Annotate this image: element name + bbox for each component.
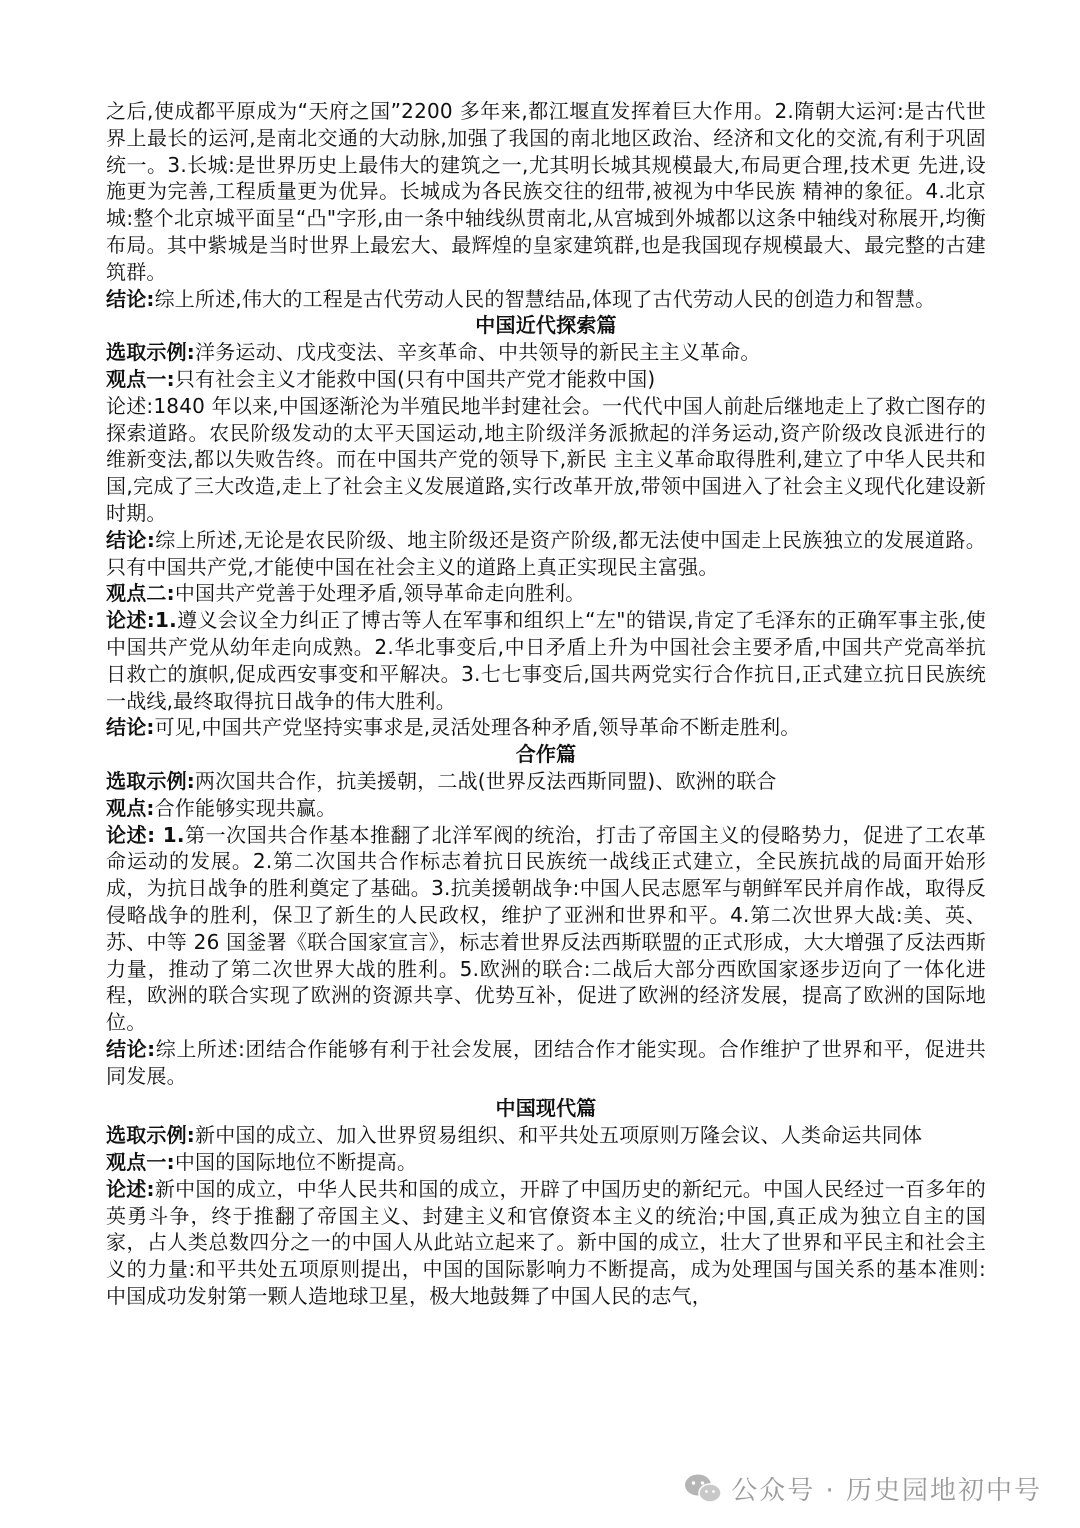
examples-label: 选取示例: xyxy=(106,340,195,365)
examples-text: 两次国共合作，抗美援朝，二战(世界反法西斯同盟)、欧洲的联合 xyxy=(195,768,777,793)
viewpoint-label: 观点一: xyxy=(106,366,175,391)
argument-paragraph: 论述:1840 年以来,中国逐渐沦为半殖民地半封建社会。一代代中国人前赴后继地走上了救亡图存的探索道路。农民阶级发动的太平天国运动,地主阶级洋务派掀起的洋务运动,资产阶级改良派进行的维新变法,都以失败告终。而在中国共产党的领导下,新民 主主义革命取得胜利,建立了中华人民共和国,完成了三大改造,走上了社会主义发展道路,实行改革开放,带领中国进入了社会主义现代化建设新时期。 xyxy=(106,393,986,525)
viewpoint-line xyxy=(106,795,986,822)
argument-text: 新中国的成立，中华人民共和国的成立，开辟了中国历史的新纪元。中国人民经过一百多年的英勇斗争，终于推翻了帝国主义、封建主义和官僚资本主义的统治;中国,真正成为独立自主的国家，占人类总数四分之一的中国人从此站立起来了。新中国的成立，壮大了世界和平民主和社会主义的力量:和平共处五项原则提出，中国的国际影响力不断提高，成为处理国与国关系的基本准则:中国成功发射第一颗人造地球卫星，极大地鼓舞了中国人民的志气， xyxy=(106,1176,986,1309)
viewpoint-text: 合作能够实现共赢。 xyxy=(154,795,337,820)
viewpoint-label: 观点二: xyxy=(106,581,175,606)
argument-text: 遵义会议全力纠正了博古等人在军事和组织上“左"的错误,肯定了毛泽东的正确军事主张,使中国共产党从幼年走向成熟。2.华北事变后,中日矛盾上升为中国社会主要矛盾,中国共产党高举抗日救亡的旗帜,促成西安事变和平解决。3.七七事变后,国共两党实行合作抗日,正式建立抗日民族统一战线,最终取得抗日战争的伟大胜利。 xyxy=(106,608,986,713)
argument-label: 论述:1. xyxy=(106,608,177,633)
conclusion-text: 综上所述,伟大的工程是古代劳动人民的智慧结品,体现了古代劳动人民的创造力和智慧。 xyxy=(154,286,936,311)
conclusion-label: 结论: xyxy=(106,715,155,740)
conclusion-line xyxy=(106,1036,986,1090)
examples-label: 选取示例: xyxy=(106,1123,195,1148)
viewpoint-label: 观点: xyxy=(106,795,155,820)
viewpoint-label: 观点一: xyxy=(106,1150,175,1175)
conclusion-text: 综上所述,无论是农民阶级、地主阶级还是资产阶级,都无法使中国走上民族独立的发展道路。只有中国共产党,才能使中国在社会主义的道路上真正实现民主富强。 xyxy=(106,527,986,579)
argument-text: 第一次国共合作基本推翻了北洋军阀的统治，打击了帝国主义的侵略势力，促进了工农革命运动的发展。2.第二次国共合作标志着抗日民族统一战线正式建立，全民族抗战的局面开始形成，为抗日战争的胜利奠定了基础。3.抗美援朝战争:中国人民志愿军与朝鲜军民并肩作战，取得反侵略战争的胜利，保卫了新生的人民政权，维护了亚洲和世界和平。4.第二次世界大战:美、英、苏、中等 26 国釜署《联合国家宣言》，标志着世界反法西斯联盟的正式形成，大大增强了反法西斯力量，推动了第二次世界大战的胜利。5.欧洲的联合:二战后大部分西欧国家逐步迈向了一体化进程，欧洲的联合实现了欧洲的资源共享、优势互补，促进了欧洲的经济发展，提高了欧洲的国际地位。 xyxy=(106,822,986,1035)
watermark xyxy=(683,1470,1042,1507)
examples-line xyxy=(106,768,986,795)
examples-line xyxy=(106,1122,986,1149)
viewpoint-one xyxy=(106,1149,986,1176)
viewpoint-text: 中国共产党善于处理矛盾,领导革命走向胜利。 xyxy=(174,581,586,606)
viewpoint-text: 中国的国际地位不断提高。 xyxy=(174,1150,418,1175)
intro-conclusion xyxy=(106,286,986,313)
examples-text: 新中国的成立、加入世界贸易组织、和平共处五项原则万隆会议、人类命运共同体 xyxy=(195,1123,923,1148)
conclusion-line xyxy=(106,714,986,741)
section-heading-cooperation: 合作篇 xyxy=(515,742,577,767)
viewpoint-one xyxy=(106,366,986,393)
viewpoint-two xyxy=(106,580,986,607)
examples-line xyxy=(106,339,986,366)
conclusion-text: 综上所述:团结合作能够有利于社会发展，团结合作才能实现。合作维护了世界和平，促进共同发展。 xyxy=(106,1036,986,1088)
examples-label: 选取示例: xyxy=(106,768,195,793)
argument-paragraph xyxy=(106,607,986,714)
wechat-icon xyxy=(683,1472,723,1506)
conclusion-label: 结论: xyxy=(106,286,155,311)
viewpoint-text: 只有社会主义才能救中国(只有中国共产党才能救中国) xyxy=(174,366,656,391)
conclusion-label: 结论: xyxy=(106,1036,156,1061)
conclusion-text: 可见,中国共产党坚持实事求是,灵活处理各种矛盾,领导革命不断走胜利。 xyxy=(154,715,801,740)
conclusion-label: 结论: xyxy=(106,527,156,552)
argument-paragraph xyxy=(106,1176,986,1310)
document-body xyxy=(106,98,986,1310)
section-heading-contemporary: 中国现代篇 xyxy=(495,1096,597,1121)
examples-text: 洋务运动、戊戌变法、辛亥革命、中共领导的新民主主义革命。 xyxy=(195,340,761,365)
intro-paragraph: 之后,使成都平原成为“天府之国”2200 多年来,都江堰直发挥着巨大作用。2.隋朝大运河:是古代世界上最长的运河,是南北交通的大动脉,加强了我国的南北地区政治、经济和文化的交流,有利于巩固统一。3.长城:是世界历史上最伟大的建筑之一,尤其明长城其规模最大,布局更合理,技术更 先进,设施更为完善,工程质量更为优异。长城成为各民族交往的纽带,被视为中华民族 精神的象征。4.北京城:整个北京城平面呈“凸"字形,由一条中轴线纵贯南北,从宫城到外城都以这条中轴线对称展开,均衡布局。其中紫城是当时世界上最宏大、最辉煌的皇家建筑群,也是我国现存规模最大、最完整的古建筑群。 xyxy=(106,99,986,284)
argument-paragraph xyxy=(106,822,986,1036)
conclusion-line xyxy=(106,527,986,581)
section-heading-modern-exploration: 中国近代探索篇 xyxy=(475,313,617,338)
argument-label: 论述: 1. xyxy=(106,822,185,847)
argument-label: 论述: xyxy=(106,1176,155,1201)
watermark-text: 公众号 · 历史园地初中号 xyxy=(731,1476,1042,1506)
